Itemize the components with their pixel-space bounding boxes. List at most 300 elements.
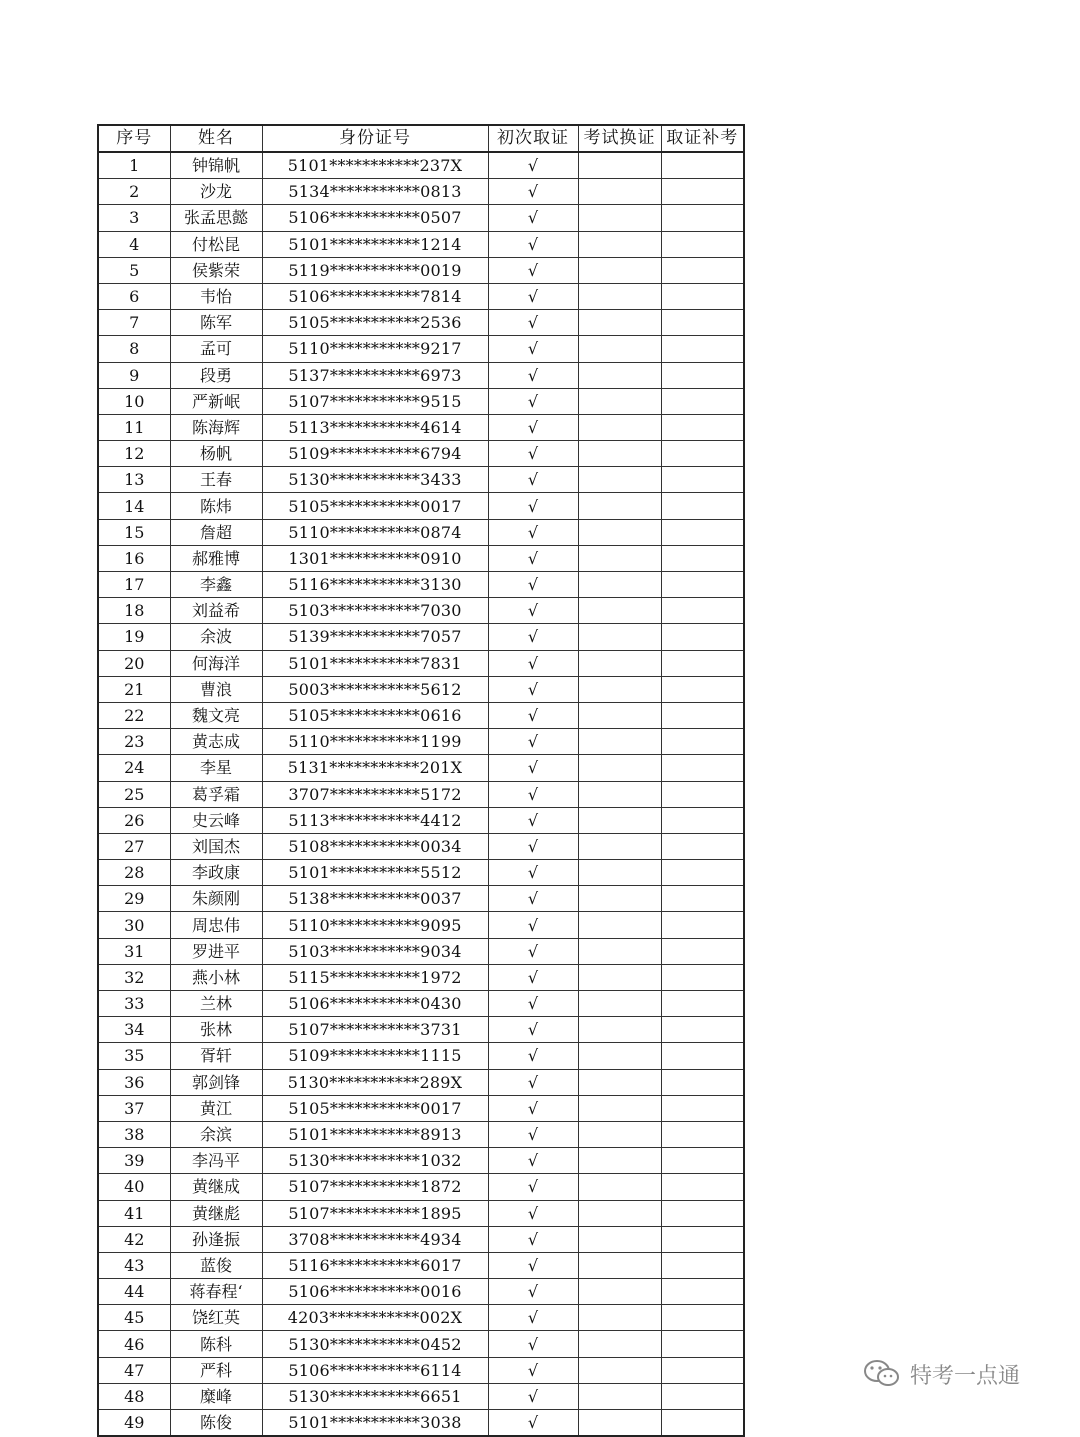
- table-row: [98, 781, 744, 807]
- cell-serial-number: 23: [98, 729, 170, 755]
- cell-first-certification: √: [488, 755, 578, 781]
- cell-first-certification: √: [488, 205, 578, 231]
- cell-name: 陈科: [170, 1331, 262, 1357]
- cell-first-certification: √: [488, 179, 578, 205]
- cell-first-certification: √: [488, 1357, 578, 1383]
- cell-serial-number: 31: [98, 938, 170, 964]
- cell-serial-number: 38: [98, 1121, 170, 1147]
- cell-exam-renewal: [578, 257, 661, 283]
- cell-first-certification: √: [488, 1331, 578, 1357]
- table-row: [98, 414, 744, 440]
- cell-id-number: 5110***********0874: [262, 519, 488, 545]
- cell-first-certification: √: [488, 598, 578, 624]
- table-row: [98, 205, 744, 231]
- cell-exam-renewal: [578, 1279, 661, 1305]
- cell-makeup-exam: [661, 729, 744, 755]
- cell-name: 严新岷: [170, 388, 262, 414]
- cell-first-certification: √: [488, 938, 578, 964]
- cell-makeup-exam: [661, 572, 744, 598]
- cell-id-number: 5103***********9034: [262, 938, 488, 964]
- cell-serial-number: 25: [98, 781, 170, 807]
- table-row: [98, 807, 744, 833]
- cell-name: 兰林: [170, 991, 262, 1017]
- cell-first-certification: √: [488, 283, 578, 309]
- table-row: [98, 1174, 744, 1200]
- cell-name: 何海洋: [170, 650, 262, 676]
- cell-first-certification: √: [488, 441, 578, 467]
- cell-exam-renewal: [578, 572, 661, 598]
- cell-first-certification: √: [488, 1148, 578, 1174]
- cell-makeup-exam: [661, 781, 744, 807]
- table-row: [98, 179, 744, 205]
- cell-first-certification: √: [488, 991, 578, 1017]
- cell-id-number: 5103***********7030: [262, 598, 488, 624]
- cell-name: 黄江: [170, 1095, 262, 1121]
- cell-serial-number: 45: [98, 1305, 170, 1331]
- cell-exam-renewal: [578, 441, 661, 467]
- cell-name: 沙龙: [170, 179, 262, 205]
- cell-makeup-exam: [661, 912, 744, 938]
- cell-exam-renewal: [578, 1121, 661, 1147]
- cell-name: 胥轩: [170, 1043, 262, 1069]
- cell-serial-number: 13: [98, 467, 170, 493]
- cell-first-certification: √: [488, 676, 578, 702]
- cell-name: 孟可: [170, 336, 262, 362]
- wechat-icon: [862, 1358, 902, 1390]
- table-row: [98, 388, 744, 414]
- cell-exam-renewal: [578, 1148, 661, 1174]
- table-row: [98, 1357, 744, 1383]
- cell-first-certification: √: [488, 729, 578, 755]
- cell-makeup-exam: [661, 1410, 744, 1437]
- cell-id-number: 5109***********6794: [262, 441, 488, 467]
- cell-exam-renewal: [578, 912, 661, 938]
- cell-serial-number: 5: [98, 257, 170, 283]
- cell-name: 陈俊: [170, 1410, 262, 1437]
- table-row: [98, 860, 744, 886]
- cell-id-number: 5116***********3130: [262, 572, 488, 598]
- cell-name: 葛孚霜: [170, 781, 262, 807]
- cell-exam-renewal: [578, 205, 661, 231]
- cell-makeup-exam: [661, 231, 744, 257]
- table-row: [98, 152, 744, 179]
- cell-serial-number: 7: [98, 310, 170, 336]
- cell-id-number: 5101***********3038: [262, 1410, 488, 1437]
- cell-makeup-exam: [661, 414, 744, 440]
- cell-exam-renewal: [578, 781, 661, 807]
- cell-name: 李鑫: [170, 572, 262, 598]
- table-body: [98, 152, 744, 1436]
- cell-exam-renewal: [578, 624, 661, 650]
- cell-exam-renewal: [578, 807, 661, 833]
- cell-id-number: 5110***********9095: [262, 912, 488, 938]
- cell-first-certification: √: [488, 310, 578, 336]
- cell-id-number: 5107***********9515: [262, 388, 488, 414]
- cell-serial-number: 44: [98, 1279, 170, 1305]
- table-row: [98, 467, 744, 493]
- table-row: [98, 676, 744, 702]
- cell-name: 史云峰: [170, 807, 262, 833]
- table-row: [98, 991, 744, 1017]
- cell-exam-renewal: [578, 1095, 661, 1121]
- cell-exam-renewal: [578, 598, 661, 624]
- cell-makeup-exam: [661, 257, 744, 283]
- cell-name: 郝雅博: [170, 545, 262, 571]
- cell-name: 黄志成: [170, 729, 262, 755]
- cell-id-number: 5108***********0034: [262, 833, 488, 859]
- cell-makeup-exam: [661, 650, 744, 676]
- table-row: [98, 1383, 744, 1409]
- table-row: [98, 336, 744, 362]
- table-row: [98, 493, 744, 519]
- cell-serial-number: 40: [98, 1174, 170, 1200]
- table-row: [98, 833, 744, 859]
- table-row: [98, 572, 744, 598]
- cell-makeup-exam: [661, 598, 744, 624]
- table-row: [98, 938, 744, 964]
- cell-makeup-exam: [661, 336, 744, 362]
- cell-makeup-exam: [661, 964, 744, 990]
- cell-exam-renewal: [578, 676, 661, 702]
- table-row: [98, 283, 744, 309]
- watermark-text: 特考一点通: [910, 1363, 1021, 1389]
- cell-first-certification: √: [488, 1043, 578, 1069]
- cell-name: 黄继彪: [170, 1200, 262, 1226]
- cell-makeup-exam: [661, 991, 744, 1017]
- cell-exam-renewal: [578, 467, 661, 493]
- cell-exam-renewal: [578, 1017, 661, 1043]
- cell-makeup-exam: [661, 860, 744, 886]
- cell-first-certification: √: [488, 860, 578, 886]
- cell-name: 严科: [170, 1357, 262, 1383]
- cell-makeup-exam: [661, 467, 744, 493]
- table-row: [98, 964, 744, 990]
- cell-makeup-exam: [661, 1279, 744, 1305]
- table-row: [98, 1069, 744, 1095]
- cell-name: 陈海辉: [170, 414, 262, 440]
- cell-serial-number: 21: [98, 676, 170, 702]
- cell-id-number: 5105***********0017: [262, 493, 488, 519]
- table-row: [98, 1043, 744, 1069]
- cell-id-number: 5130***********1032: [262, 1148, 488, 1174]
- cell-id-number: 5106***********6114: [262, 1357, 488, 1383]
- cell-name: 杨帆: [170, 441, 262, 467]
- table-row: [98, 1331, 744, 1357]
- cell-id-number: 5138***********0037: [262, 886, 488, 912]
- cell-id-number: 5003***********5612: [262, 676, 488, 702]
- cell-first-certification: √: [488, 388, 578, 414]
- cell-makeup-exam: [661, 519, 744, 545]
- cell-first-certification: √: [488, 1252, 578, 1278]
- cell-exam-renewal: [578, 1226, 661, 1252]
- cell-first-certification: √: [488, 1017, 578, 1043]
- table-row: [98, 441, 744, 467]
- cell-serial-number: 19: [98, 624, 170, 650]
- cell-id-number: 3708***********4934: [262, 1226, 488, 1252]
- table-row: [98, 886, 744, 912]
- cell-name: 余滨: [170, 1121, 262, 1147]
- cell-exam-renewal: [578, 886, 661, 912]
- cell-id-number: 5101***********8913: [262, 1121, 488, 1147]
- cell-serial-number: 41: [98, 1200, 170, 1226]
- cell-makeup-exam: [661, 1252, 744, 1278]
- cell-exam-renewal: [578, 388, 661, 414]
- cell-serial-number: 8: [98, 336, 170, 362]
- cell-first-certification: √: [488, 362, 578, 388]
- cell-exam-renewal: [578, 362, 661, 388]
- cell-name: 付松昆: [170, 231, 262, 257]
- cell-exam-renewal: [578, 414, 661, 440]
- cell-id-number: 5119***********0019: [262, 257, 488, 283]
- cell-serial-number: 46: [98, 1331, 170, 1357]
- cell-id-number: 5113***********4614: [262, 414, 488, 440]
- cell-id-number: 5130***********6651: [262, 1383, 488, 1409]
- cell-first-certification: √: [488, 1226, 578, 1252]
- cell-id-number: 5101***********7831: [262, 650, 488, 676]
- cell-serial-number: 39: [98, 1148, 170, 1174]
- cell-serial-number: 9: [98, 362, 170, 388]
- cell-id-number: 5131***********201X: [262, 755, 488, 781]
- cell-makeup-exam: [661, 624, 744, 650]
- cell-serial-number: 24: [98, 755, 170, 781]
- cell-exam-renewal: [578, 755, 661, 781]
- cell-serial-number: 14: [98, 493, 170, 519]
- cell-id-number: 1301***********0910: [262, 545, 488, 571]
- cell-serial-number: 28: [98, 860, 170, 886]
- cell-exam-renewal: [578, 938, 661, 964]
- cell-first-certification: √: [488, 1069, 578, 1095]
- cell-makeup-exam: [661, 702, 744, 728]
- cell-id-number: 5109***********1115: [262, 1043, 488, 1069]
- cell-first-certification: √: [488, 1095, 578, 1121]
- cell-id-number: 5107***********1895: [262, 1200, 488, 1226]
- cell-exam-renewal: [578, 310, 661, 336]
- cell-id-number: 5107***********3731: [262, 1017, 488, 1043]
- cell-name: 李星: [170, 755, 262, 781]
- cell-makeup-exam: [661, 441, 744, 467]
- cell-id-number: 5106***********7814: [262, 283, 488, 309]
- cell-makeup-exam: [661, 179, 744, 205]
- cell-name: 周忠伟: [170, 912, 262, 938]
- cell-name: 蓝俊: [170, 1252, 262, 1278]
- cell-serial-number: 11: [98, 414, 170, 440]
- cell-exam-renewal: [578, 1043, 661, 1069]
- cell-id-number: 5106***********0507: [262, 205, 488, 231]
- roster-table: [97, 124, 745, 1437]
- cell-first-certification: √: [488, 624, 578, 650]
- cell-id-number: 5101***********5512: [262, 860, 488, 886]
- cell-exam-renewal: [578, 650, 661, 676]
- header-exam-renewal: 考试换证: [578, 125, 661, 152]
- cell-id-number: 5130***********3433: [262, 467, 488, 493]
- cell-serial-number: 2: [98, 179, 170, 205]
- cell-makeup-exam: [661, 283, 744, 309]
- cell-name: 李冯平: [170, 1148, 262, 1174]
- cell-name: 陈军: [170, 310, 262, 336]
- cell-name: 侯紫荣: [170, 257, 262, 283]
- cell-exam-renewal: [578, 1174, 661, 1200]
- cell-serial-number: 34: [98, 1017, 170, 1043]
- cell-exam-renewal: [578, 1252, 661, 1278]
- cell-serial-number: 43: [98, 1252, 170, 1278]
- cell-id-number: 5107***********1872: [262, 1174, 488, 1200]
- table-row: [98, 231, 744, 257]
- cell-exam-renewal: [578, 833, 661, 859]
- cell-exam-renewal: [578, 1331, 661, 1357]
- table-row: [98, 598, 744, 624]
- cell-serial-number: 49: [98, 1410, 170, 1437]
- cell-serial-number: 47: [98, 1357, 170, 1383]
- cell-name: 段勇: [170, 362, 262, 388]
- cell-makeup-exam: [661, 310, 744, 336]
- cell-name: 燕小林: [170, 964, 262, 990]
- cell-serial-number: 30: [98, 912, 170, 938]
- cell-name: 张林: [170, 1017, 262, 1043]
- cell-makeup-exam: [661, 1095, 744, 1121]
- cell-makeup-exam: [661, 833, 744, 859]
- header-first-certification: 初次取证: [488, 125, 578, 152]
- cell-id-number: 5105***********0616: [262, 702, 488, 728]
- cell-exam-renewal: [578, 1357, 661, 1383]
- cell-first-certification: √: [488, 1279, 578, 1305]
- header-name: 姓名: [170, 125, 262, 152]
- header-id-number: 身份证号: [262, 125, 488, 152]
- cell-name: 郭剑锋: [170, 1069, 262, 1095]
- cell-exam-renewal: [578, 860, 661, 886]
- cell-first-certification: √: [488, 336, 578, 362]
- cell-serial-number: 3: [98, 205, 170, 231]
- cell-first-certification: √: [488, 807, 578, 833]
- cell-id-number: 5116***********6017: [262, 1252, 488, 1278]
- cell-name: 魏文亮: [170, 702, 262, 728]
- cell-serial-number: 12: [98, 441, 170, 467]
- cell-first-certification: √: [488, 1383, 578, 1409]
- table-row: [98, 545, 744, 571]
- table-row: [98, 362, 744, 388]
- cell-makeup-exam: [661, 152, 744, 179]
- cell-makeup-exam: [661, 938, 744, 964]
- cell-name: 孙逢振: [170, 1226, 262, 1252]
- cell-first-certification: √: [488, 467, 578, 493]
- cell-first-certification: √: [488, 702, 578, 728]
- cell-name: 黄继成: [170, 1174, 262, 1200]
- cell-id-number: 4203***********002X: [262, 1305, 488, 1331]
- table-row: [98, 1305, 744, 1331]
- cell-id-number: 5106***********0430: [262, 991, 488, 1017]
- cell-name: 李政康: [170, 860, 262, 886]
- table-row: [98, 624, 744, 650]
- cell-id-number: 5105***********0017: [262, 1095, 488, 1121]
- cell-makeup-exam: [661, 545, 744, 571]
- cell-makeup-exam: [661, 755, 744, 781]
- cell-exam-renewal: [578, 1410, 661, 1437]
- cell-name: 刘国杰: [170, 833, 262, 859]
- cell-exam-renewal: [578, 231, 661, 257]
- cell-makeup-exam: [661, 205, 744, 231]
- table-row: [98, 519, 744, 545]
- cell-exam-renewal: [578, 729, 661, 755]
- cell-makeup-exam: [661, 362, 744, 388]
- cell-id-number: 5134***********0813: [262, 179, 488, 205]
- table-row: [98, 1252, 744, 1278]
- cell-exam-renewal: [578, 336, 661, 362]
- table-row: [98, 729, 744, 755]
- table-row: [98, 1410, 744, 1437]
- cell-exam-renewal: [578, 283, 661, 309]
- cell-first-certification: √: [488, 1305, 578, 1331]
- cell-first-certification: √: [488, 781, 578, 807]
- cell-makeup-exam: [661, 1121, 744, 1147]
- cell-name: 钟锦帆: [170, 152, 262, 179]
- table-row: [98, 257, 744, 283]
- cell-makeup-exam: [661, 1357, 744, 1383]
- cell-name: 陈炜: [170, 493, 262, 519]
- cell-serial-number: 27: [98, 833, 170, 859]
- cell-exam-renewal: [578, 702, 661, 728]
- cell-exam-renewal: [578, 179, 661, 205]
- table-row: [98, 755, 744, 781]
- cell-name: 曹浪: [170, 676, 262, 702]
- header-makeup-exam: 取证补考: [661, 125, 744, 152]
- cell-exam-renewal: [578, 1305, 661, 1331]
- cell-id-number: 5110***********1199: [262, 729, 488, 755]
- cell-first-certification: √: [488, 519, 578, 545]
- cell-makeup-exam: [661, 1305, 744, 1331]
- cell-makeup-exam: [661, 1383, 744, 1409]
- cell-id-number: 5115***********1972: [262, 964, 488, 990]
- cell-exam-renewal: [578, 152, 661, 179]
- cell-serial-number: 42: [98, 1226, 170, 1252]
- cell-exam-renewal: [578, 991, 661, 1017]
- cell-first-certification: √: [488, 257, 578, 283]
- cell-id-number: 5101***********1214: [262, 231, 488, 257]
- cell-serial-number: 15: [98, 519, 170, 545]
- cell-serial-number: 35: [98, 1043, 170, 1069]
- table-row: [98, 1095, 744, 1121]
- cell-name: 王春: [170, 467, 262, 493]
- cell-serial-number: 10: [98, 388, 170, 414]
- table-row: [98, 310, 744, 336]
- cell-name: 刘益希: [170, 598, 262, 624]
- table-row: [98, 1148, 744, 1174]
- cell-id-number: 3707***********5172: [262, 781, 488, 807]
- cell-id-number: 5105***********2536: [262, 310, 488, 336]
- cell-makeup-exam: [661, 1200, 744, 1226]
- cell-first-certification: √: [488, 1410, 578, 1437]
- cell-serial-number: 33: [98, 991, 170, 1017]
- table-row: [98, 1017, 744, 1043]
- table-row: [98, 1121, 744, 1147]
- cell-exam-renewal: [578, 519, 661, 545]
- cell-first-certification: √: [488, 650, 578, 676]
- cell-first-certification: √: [488, 152, 578, 179]
- cell-name: 余波: [170, 624, 262, 650]
- cell-name: 张孟思懿: [170, 205, 262, 231]
- cell-makeup-exam: [661, 1148, 744, 1174]
- cell-serial-number: 22: [98, 702, 170, 728]
- table-row: [98, 1200, 744, 1226]
- cell-makeup-exam: [661, 886, 744, 912]
- cell-first-certification: √: [488, 833, 578, 859]
- watermark: [862, 1358, 1020, 1390]
- cell-first-certification: √: [488, 886, 578, 912]
- cell-serial-number: 29: [98, 886, 170, 912]
- cell-first-certification: √: [488, 414, 578, 440]
- cell-exam-renewal: [578, 1069, 661, 1095]
- cell-makeup-exam: [661, 1043, 744, 1069]
- table-row: [98, 1226, 744, 1252]
- cell-makeup-exam: [661, 1069, 744, 1095]
